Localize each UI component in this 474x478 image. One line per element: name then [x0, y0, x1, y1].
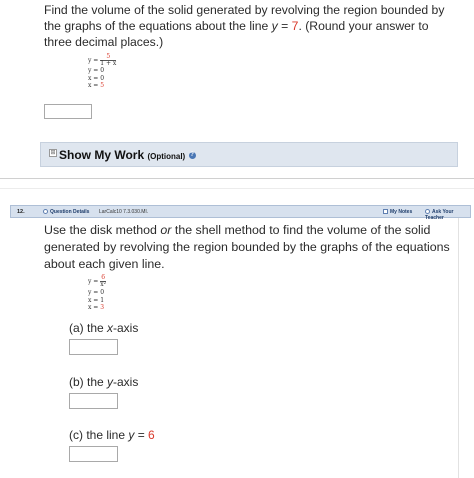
ask-icon [425, 209, 430, 214]
show-my-work-bar[interactable] [40, 142, 458, 167]
prompt-text: the graphs of the equations about the line [44, 19, 272, 33]
part-text: (a) the [69, 321, 108, 335]
var-y: y [128, 428, 135, 442]
part-text: -axis [113, 375, 139, 389]
equals: = [277, 19, 292, 33]
optional-label: (Optional) [147, 152, 186, 161]
ask-teacher-label: Ask Your Teacher [425, 209, 454, 221]
prompt-line [44, 222, 458, 239]
equals: = [134, 428, 149, 442]
var-x: x [107, 321, 114, 335]
part-text: -axis [113, 321, 139, 335]
question-12-prompt [44, 222, 458, 273]
part-b-label [69, 375, 138, 389]
expand-icon[interactable]: ⊞ [50, 150, 56, 156]
show-my-work-label: Show My Work [59, 148, 148, 162]
part-text: (b) the [69, 375, 108, 389]
help-icon[interactable]: ? [190, 152, 194, 159]
question-number: 12. [17, 209, 25, 215]
part-c-label [69, 428, 155, 442]
question-12-header [10, 205, 471, 221]
panel-border [458, 218, 459, 478]
question-11-equations [88, 54, 116, 90]
answer-input-part-c[interactable] [69, 446, 118, 462]
part-text: (c) the line [69, 428, 129, 442]
question-12-equations [88, 275, 106, 312]
toggle-icon [43, 209, 48, 214]
prompt-line: three decimal places.) [44, 35, 164, 49]
prompt-line [44, 18, 464, 34]
line-value: 7 [291, 19, 299, 33]
line-value: 6 [148, 428, 155, 442]
my-notes-label: My Notes [390, 209, 413, 215]
ask-teacher-button[interactable] [425, 209, 470, 221]
equation: y = 0 [88, 289, 105, 296]
equation [88, 82, 116, 90]
prompt-line: generated by revolving the region bounded by the graphs of the equations [44, 240, 450, 254]
var-y: y [271, 19, 278, 33]
show-my-work-title[interactable] [59, 148, 196, 162]
frac-numerator: 5 [100, 54, 116, 61]
eq-lhs: y = [88, 278, 99, 285]
answer-input-part-a[interactable] [69, 339, 118, 355]
frac-numerator: 6 [101, 274, 106, 281]
equation-y [88, 54, 116, 67]
equation: x = 1 [88, 296, 105, 304]
frac-denominator: x² [100, 281, 107, 288]
answer-input-part-b[interactable] [69, 393, 118, 409]
section-divider [0, 178, 474, 179]
question-details-toggle[interactable] [43, 209, 89, 215]
eq-lhs: y = [88, 57, 99, 64]
eq-lhs: x = [88, 304, 101, 311]
prompt-text: the shell method to find the volume of the solid [171, 223, 431, 237]
prompt-line: Find the volume of the solid generated by revolving the region bounded by [44, 3, 445, 17]
prompt-text: Use the disk method [44, 223, 161, 237]
frac-denominator: 1 + x [100, 60, 117, 67]
equation: x = 0 [88, 74, 105, 82]
fraction [100, 54, 116, 67]
eq-lhs: x = [88, 82, 101, 89]
eq-value: 3 [100, 304, 105, 311]
question-details-label: Question Details [50, 209, 90, 215]
notes-icon [383, 209, 388, 214]
equation [88, 304, 106, 312]
question-code: LarCalc10 7.3.030.MI. [99, 209, 149, 215]
question-11-prompt [44, 2, 464, 50]
section-divider [0, 188, 474, 189]
eq-value: 5 [100, 82, 105, 89]
my-notes-button[interactable] [383, 209, 412, 215]
answer-input-q11[interactable] [44, 104, 92, 119]
var-y: y [107, 375, 114, 389]
equation-y [88, 275, 106, 289]
fraction [100, 275, 106, 288]
part-a-label [69, 321, 138, 335]
equation: y = 0 [88, 67, 105, 74]
prompt-text: . (Round your answer to [298, 19, 429, 33]
prompt-line: about each given line. [44, 257, 165, 271]
prompt-or: or [160, 223, 172, 237]
